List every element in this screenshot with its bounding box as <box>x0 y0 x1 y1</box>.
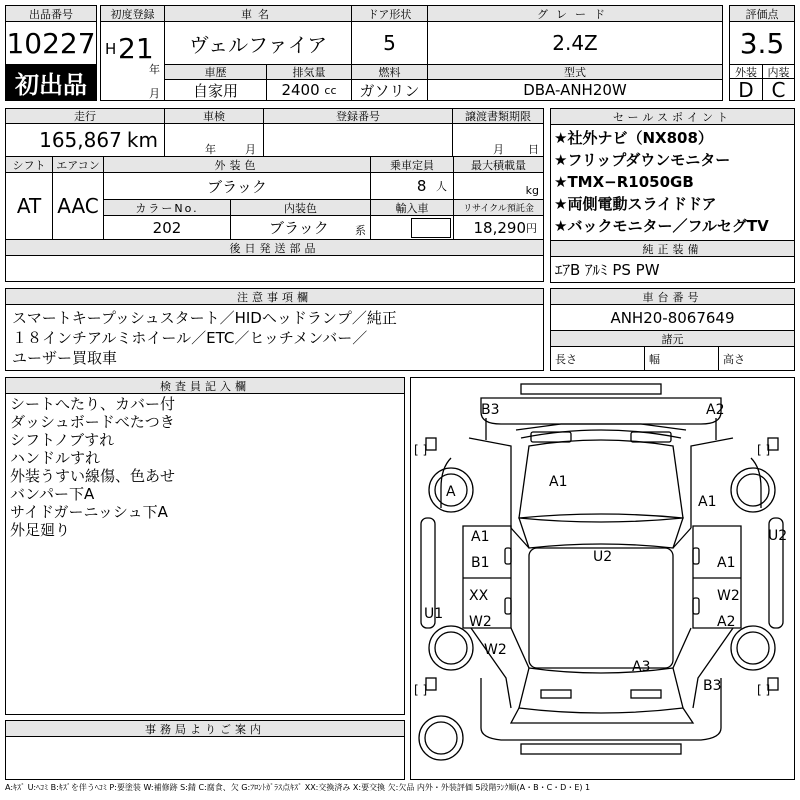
specs-label: 諸元 <box>550 330 795 347</box>
rear-bumper <box>481 678 721 740</box>
windshield <box>519 514 683 548</box>
shift-value: AT <box>5 172 53 240</box>
car-outline-svg <box>411 378 794 779</box>
sales-point-4: ★両側電動スライドドア <box>554 195 717 213</box>
mileage-label: 走行 <box>5 108 165 124</box>
inspection-cell <box>164 123 264 157</box>
transfer-month-unit: 月 <box>493 143 504 156</box>
mark-front-right-bumper: A2 <box>706 402 725 418</box>
max-load-unit: kg <box>525 184 539 197</box>
rear-bumper-bottom <box>521 744 681 754</box>
import-value <box>370 215 454 240</box>
notes-label: 注意事項欄 <box>5 288 544 305</box>
max-load-cell <box>453 172 544 200</box>
first-reg-label: 初度登録 <box>100 5 165 22</box>
mark-front-left-door-upper: A1 <box>471 529 490 545</box>
mark-hood: A1 <box>549 474 568 490</box>
inspector-label: 検査員記入欄 <box>5 377 405 394</box>
later-parts-label: 後日発送部品 <box>5 239 544 256</box>
int-color-value: ブラック <box>269 219 329 237</box>
mark-back-door: A3 <box>632 659 651 675</box>
inspector-line-8: 外足廻り <box>10 521 71 539</box>
first-time-badge: 初出品 <box>5 64 97 101</box>
model-label: 型式 <box>427 64 723 80</box>
transfer-cell <box>452 123 544 157</box>
aircon-label: エアコン <box>52 156 104 173</box>
spec-length: 長さ <box>550 346 645 371</box>
mark-rear-right-door-upper: W2 <box>717 588 740 604</box>
capacity-unit: 人 <box>436 180 447 193</box>
displacement-cell <box>266 79 352 101</box>
first-reg-year-unit: 年 <box>149 63 160 76</box>
hood <box>519 440 683 522</box>
inspector-line-6: バンパー下A <box>10 485 95 503</box>
color-no-value: 202 <box>103 215 231 240</box>
displacement-unit: cc <box>324 83 337 97</box>
inspector-line-3: シフトノブすれ <box>10 431 115 449</box>
roof <box>529 548 673 668</box>
recycle-unit: 円 <box>526 221 537 235</box>
bracket-fr: [ ] <box>757 443 771 457</box>
doors-value: 5 <box>351 21 428 65</box>
int-color-label: 内装色 <box>230 199 371 216</box>
capacity-cell <box>370 172 454 200</box>
later-parts-value <box>5 255 544 282</box>
recycle-label: リサイクル預託金 <box>453 199 544 216</box>
office-body <box>5 736 405 780</box>
mark-rear-right-bumper: B3 <box>703 678 722 694</box>
notes-line-2: １８インチアルミホイール／ETC／ヒッチメンバー／ <box>12 329 368 347</box>
bracket-rl: [ ] <box>414 683 428 697</box>
sales-point-5: ★バックモニター／フルセグTV <box>554 217 769 235</box>
inspector-line-4: ハンドルすれ <box>10 449 101 467</box>
first-reg-month-unit: 月 <box>149 87 160 100</box>
color-no-label: カラーNo. <box>103 199 231 216</box>
mark-front-left-bumper: B3 <box>481 402 500 418</box>
inspector-body <box>5 393 405 715</box>
office-label: 事務局よりご案内 <box>5 720 405 737</box>
mark-front-right-door: A1 <box>717 555 736 571</box>
history-label: 車歴 <box>164 64 267 80</box>
shift-label: シフト <box>5 156 53 173</box>
score-value: 3.5 <box>729 21 795 65</box>
first-reg-year: 21 <box>118 32 154 65</box>
model-value: DBA-ANH20W <box>427 79 723 101</box>
sales-point-2: ★フリップダウンモニター <box>554 151 731 169</box>
lot-number: 10227 <box>5 21 97 65</box>
doors-label: ドア形状 <box>351 5 428 22</box>
transfer-day-unit: 日 <box>528 143 539 156</box>
reg-number-label: 登録番号 <box>263 108 453 124</box>
capacity-label: 乗車定員 <box>370 156 454 173</box>
genuine-value: ｴｱB ｱﾙﾐ PS PW <box>550 256 795 283</box>
aircon-value: AAC <box>52 172 104 240</box>
inspector-line-1: シートへたり、カバー付 <box>10 395 176 413</box>
mark-rear-left-door-lower: W2 <box>469 614 492 630</box>
inspector-line-7: サイドガーニッシュ下A <box>10 503 168 521</box>
notes-line-3: ユーザー買取車 <box>12 349 118 367</box>
mark-rear-right-door-lower: A2 <box>717 614 736 630</box>
ext-color-label: 外装色 <box>103 156 371 173</box>
max-load-label: 最大積載量 <box>453 156 544 173</box>
sales-points-list <box>550 124 795 241</box>
chassis-label: 車台番号 <box>550 288 795 305</box>
mileage-unit: km <box>126 128 158 152</box>
int-color-cell <box>230 215 371 240</box>
recycle-value: 18,290 <box>473 218 526 237</box>
bracket-fl: [ ] <box>414 443 428 457</box>
chassis-value: ANH20-8067649 <box>550 304 795 331</box>
ext-color-value: ブラック <box>103 172 371 200</box>
mark-front-right-fender: A1 <box>698 494 717 510</box>
ext-score-label: 外装 <box>729 64 763 79</box>
inspection-label: 車検 <box>164 108 264 124</box>
legend-text: A:ｷｽﾞ U:ﾍｺﾐ B:ｷｽﾞを伴うﾍｺﾐ P:要塗装 W:補修跡 S:錆 C:腐食、欠 G:ﾌﾛﾝﾄｶﾞﾗｽ点ｷｽﾞ XX:交換済み X:要交換 欠:欠品 内外・外装評価 5段階ﾗﾝｸ順(A・B・C・D・E) 1 <box>5 783 591 792</box>
displacement-value: 2400 <box>281 81 320 99</box>
score-label: 評価点 <box>729 5 795 22</box>
sales-point-3: ★TMX−R1050GB <box>554 173 694 191</box>
first-reg-era: H <box>105 40 117 58</box>
car-name-label: 車名 <box>164 5 352 22</box>
reg-number-value <box>263 123 453 157</box>
recycle-cell <box>453 215 544 240</box>
grade-label: グレード <box>427 5 723 22</box>
mark-front-left-wheel: A <box>446 484 456 500</box>
front-bumper-top <box>521 384 661 394</box>
mark-rear-left-door-upper: XX <box>469 588 489 604</box>
mileage-value: 165,867 <box>39 128 122 152</box>
inspection-year-unit: 年 <box>205 143 216 156</box>
capacity-value: 8 <box>416 177 427 195</box>
spec-width: 幅 <box>644 346 719 371</box>
inspector-line-5: 外装うすい線傷、色あせ <box>10 467 176 485</box>
genuine-label: 純正装備 <box>550 240 795 257</box>
sales-point-1: ★社外ナビ（NX808） <box>554 129 713 147</box>
mark-left-sill: U1 <box>424 606 444 622</box>
displacement-label: 排気量 <box>266 64 352 80</box>
int-score-label: 内装 <box>762 64 795 79</box>
sales-points-label: セールスポイント <box>550 108 795 125</box>
fuel-value: ガソリン <box>351 79 428 101</box>
car-name-value: ヴェルファイア <box>164 21 352 65</box>
int-color-unit: 系 <box>355 224 366 237</box>
car-diagram <box>410 377 795 780</box>
lot-label: 出品番号 <box>5 5 97 22</box>
mileage-cell <box>5 123 165 157</box>
history-value: 自家用 <box>164 79 267 101</box>
transfer-label: 譲渡書類期限 <box>452 108 544 124</box>
mark-rear-left-quarter: W2 <box>484 642 507 658</box>
mark-front-left-door-lower: B1 <box>471 555 490 571</box>
notes-line-1: スマートキープッシュスタート／HIDヘッドランプ／純正 <box>12 309 397 327</box>
inspector-line-2: ダッシュボードべたつき <box>10 413 175 431</box>
fuel-label: 燃料 <box>351 64 428 80</box>
first-reg-cell <box>100 21 165 101</box>
bracket-rr: [ ] <box>757 683 771 697</box>
int-score-value: C <box>762 78 795 101</box>
import-label: 輸入車 <box>370 199 454 216</box>
mark-right-sill: U2 <box>768 528 788 544</box>
notes-body <box>5 304 544 371</box>
spec-height: 高さ <box>718 346 795 371</box>
inspection-month-unit: 月 <box>245 143 256 156</box>
mark-roof: U2 <box>593 549 613 565</box>
ext-score-value: D <box>729 78 763 101</box>
front-bumper <box>481 398 721 424</box>
grade-value: 2.4Z <box>427 21 723 65</box>
